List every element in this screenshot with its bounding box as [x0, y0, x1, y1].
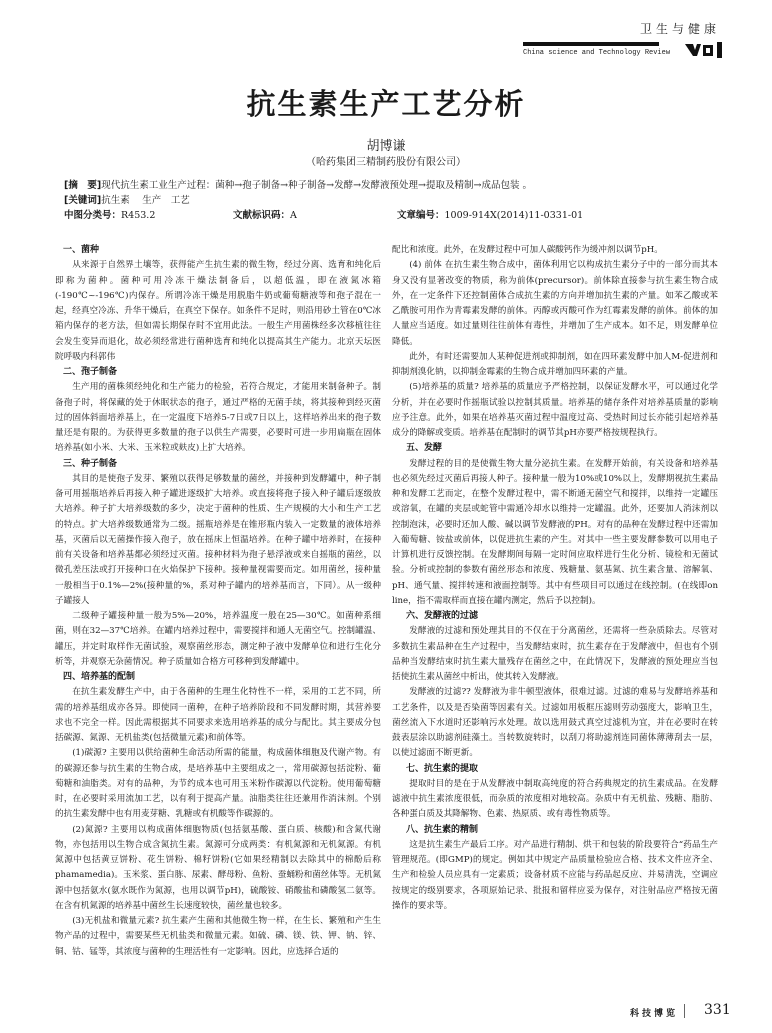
header-journal-name: China science and Technology Review	[523, 49, 671, 57]
section-heading-seed: 三、种子制备	[63, 458, 118, 469]
abstract-label: [摘 要]	[64, 180, 102, 191]
footer-separator	[684, 1004, 685, 1018]
doc-code-label: 文献标识码：	[233, 210, 291, 221]
footer-journal-name: 科技博览	[630, 1009, 679, 1019]
paragraph: 生产用的菌株须经纯化和生产能力的检验，若符合规定，才能用来制备种子。制备孢子时，将保藏的处于休眠状态的孢子，通过严格的无菌手续，将其接种到经灭菌过的固体斜面培养基上，在一定温度下培养5-7日或7日以上，这样培养出来的孢子数量还是有限的。为获得更多数量的孢子以供生产需要，必要时可进一步用扁瓶在固体培养基(如小米、大米、玉米粒或麸皮)上扩大培养。	[55, 382, 381, 454]
paragraph: 配比和浓度。此外，在发酵过程中可加人碳酸钙作为缓冲剂以调节pH。	[392, 245, 663, 255]
abstract-text: 现代抗生素工业生产过程：菌种→孢子制备→种子制备→发酵→发酵液预处理→提取及精制→成品包装 。	[101, 180, 532, 191]
article-title: 抗生素生产工艺分析	[246, 87, 526, 121]
paragraph: 提取时目的是在于从发酵液中制取高纯度的符合药典规定的抗生素成品。在发酵滤液中抗生素浓度很低，而杂质的浓度相对地较高。杂质中有无机盐、残糖、脂肪、各种蛋白质及其降解物、色素、热原质、或有毒性物质等。	[392, 778, 718, 820]
abstract-line	[64, 178, 532, 193]
journal-logo-icon	[685, 42, 725, 58]
section-heading-extraction: 七、抗生素的提取	[406, 763, 479, 774]
paragraph: 这是抗生素生产最后工序。对产品进行精制、烘干和包装的阶段要符合“药品生产管理规范。(即GMP)的规定。例如其中规定产品质量检验应合格、技术文件应齐全、生产和检验人员应具有一定素质；设备材质不应能与药品起反应、并易清洗，空调应按规定的级别要求，各项原始记录、批报和留样应妥为保存，对注射品应严格按无菌操作的要求等。	[392, 839, 718, 911]
keywords-line	[64, 193, 190, 208]
left-column	[55, 243, 381, 960]
paragraph: (2)氮源? 主要用以构成菌体细胞物质(包括氨基酸、蛋白质、核酸)和含氮代谢物，亦包括用以生物合成含氮抗生素。氮源可分成两类：有机氮源和无机氮源。有机氮源中包括黄豆饼粉、花生饼粉、棉籽饼粉(它如果经精制以去除其中的棉酚后称phamamedia)。玉米浆、蛋白胨、尿素、酵母粉、鱼粉、蚕蛹粉和菌丝体等。无机氮源中包括氨水(氨水既作为氮源，也用以调节pH)，硫酸铵、硝酸盐和磷酸氢二氨等。在含有机氮源的培养基中菌丝生长速度较快，菌丝量也较多。	[55, 824, 381, 911]
section-heading-medium: 四、培养基的配制	[63, 672, 136, 682]
section-heading-spores: 二、孢子制备	[63, 367, 118, 377]
article-affiliation: （哈药集团三精制药股份有限公司）	[306, 157, 466, 168]
paragraph: 从来源于自然界土壤等，获得能产生抗生素的微生物，经过分离、选育和纯化后即称为菌种。菌种可用冷冻干燥法制备后，以超低温，即在液氮冰箱(-190℃~-196℃)内保存。所谓冷冻干燥是用脱脂牛奶或葡萄糖液等和孢子混在一起，经真空冷冻、升华干燥后，在真空下保存。如条件不足时，则沿用砂土管在0℃冰箱内保存的老方法，但如需长期保存时不宜用此法。一般生产用菌株经多次移植往往会发生变异而退化，故必须经常进行菌种选育和纯化以提高其生产能力。北京天坛医院呼吸内科郭伟	[55, 260, 381, 362]
section-heading-strains: 一、菌种	[63, 245, 100, 255]
paragraph: 发酵过程的目的是使微生物大量分泌抗生素。在发酵开始前，有关设备和培养基也必须先经过灭菌后再接人种子。接种量一般为10%或10%以上，发酵期视抗生素品种和发酵工艺而定，在整个发酵过程中，需不断通无菌空气和搅拌，以维持一定罐压或溶氧，在罐的夹层或蛇管中需通冷却水以维持一定罐温。此外，还要加人消沫剂以控制泡沫，必要时还加人酸、碱以调节发酵液的PH。对有的品种在发酵过程中还需加入葡萄糖、铵盐或前体，以促进抗生素的产生。对其中一些主要发酵参数可以用电子计算机进行反馈控制。在发酵期间每隔一定时间应取样进行生化分析、镜检和无菌试验。分析或控制的参数有菌丝形态和浓度、残糖量、氨基氮、抗生素含量、溶解氧、pH、通气量、搅拌转速和液面控制等。其中有些项目可以通过在线控制。(在线即on line，指不需取样而直接在罐内测定，然后予以控制)。	[392, 458, 718, 606]
header-section-title: 卫生与健康	[640, 22, 721, 36]
article-no-label: 文章编号：	[397, 210, 445, 221]
clc-value: R453.2	[121, 210, 156, 221]
paragraph: 发酵液的过滤?? 发酵液为非牛顿型液体，很难过滤。过滤的难易与发酵培养基和工艺条件，以及是否染菌等因素有关。过滤如用板框压滤则劳动强度大，影响卫生，菌丝流入下水道时还影响污水处理。故以选用鼓式真空过滤机为宜，并在必要时在转鼓表层涂以助滤剂硅藻土。当转数旋转时，以刮刀将助滤剂连同菌体薄薄刮去一层，以使过滤面不断更新。	[392, 687, 718, 759]
paragraph: (1)碳源? 主要用以供给菌种生命活动所需的能量，构成菌体细胞及代谢产物。有的碳源还参与抗生素的生物合成，是培养基中主要组成之一，常用碳源包括淀粉、葡萄糖和油脂类。对有的品种，为节约成本也可用玉米粉作碳源以代淀粉。使用葡萄糖时，在必要时采用流加工艺，以有利于提高产量。油脂类往往还兼用作消沫剂。个别的抗生素发酵中也有用麦芽糖、乳糖或有机酸等作碳源的。	[55, 748, 381, 820]
section-heading-filtration: 六、发酵液的过滤	[406, 611, 479, 621]
doc-code-value: A	[290, 210, 297, 221]
clc-line	[64, 208, 155, 223]
clc-label: 中图分类号：	[64, 210, 122, 221]
page-number: 331	[704, 1002, 731, 1018]
paragraph: 其目的是使孢子发芽、繁殖以获得足够数量的菌丝，并接种到发酵罐中，种子制备可用摇瓶培养后再接入种子罐进逐级扩大培养。或直接将孢子接入种子罐后逐级放大培养。种子扩大培养级数的多少，决定于菌种的性质、生产规模的大小和生产工艺的特点。扩大培养级数通常为二级。摇瓶培养是在锥形瓶内装入一定数量的液体培养基，灭菌后以无菌操作接入孢子，放在摇床上恒温培养。在种子罐中培养时，在接种前有关设备和培养基都必须经过灭菌。接种材料为孢子悬浮液或来自摇瓶的菌丝，以微孔差压法或打开接种口在火焰保护下接种。接种量视需要而定。如用菌丝，接种量一般相当于0.1%—2%(接种量的%，系对种子罐内的培养基而言，下同）。从一级种子罐接人	[55, 473, 381, 606]
doc-code-line	[233, 208, 297, 223]
keywords-text: 抗生素 生产 工艺	[101, 195, 190, 206]
article-no-line	[397, 208, 583, 223]
paragraph: (3)无机盐和微量元素? 抗生素产生菌和其他微生物一样，在生长、繁殖和产生生物产品的过程中，需要某些无机盐类和微量元素。如硫、磷、镁、铁、钾、钠、锌、铜、钴、锰等，其浓度与菌种的生理活性有一定影响。因此，应选择合适的	[55, 916, 381, 957]
paragraph: 发酵液的过滤和预处理其目的不仅在于分离菌丝，还需将一些杂质除去。尽管对多数抗生素品种在生产过程中，当发酵结束时，抗生素存在于发酵液中，但也有个别品种当发酵结束时抗生素大量残存在菌丝之中，在此情况下，发酵液的预处理应当包括使抗生素从菌丝中析出，使其转入发酵液。	[392, 626, 718, 682]
paragraph: 此外，有时还需要加人某种促进剂或抑制剂，如在四环素发酵中加人M-促进剂和抑制剂溴化钠，以抑制金霉素的生物合成并增加四环素的产量。	[392, 351, 718, 377]
right-column	[392, 243, 718, 914]
paragraph: (4) 前体 在抗生素生物合成中，菌体利用它以构成抗生素分子中的一部分而其本身又没有显著改变的物质，称为前体(precursor)。前体除直接参与抗生素生物合成外，在一定条件下还控制菌体合成抗生素的方向并增加抗生素的产量。如苯乙酸或苯乙酰胺可用作为青霉素发酵的前体。丙醇或丙酸可作为红霉素发酵的前体。前体的加人量应当适度。如过量则往往前体有毒性，并增加了生产成本。如不足，则发酵单位降低。	[392, 260, 718, 347]
header-rule	[523, 42, 659, 46]
section-heading-fermentation: 五、发酵	[406, 443, 443, 454]
article-author: 胡博谦	[366, 139, 406, 154]
paragraph: 在抗生素发酵生产中，由于各菌种的生理生化特性不一样，采用的工艺不同，所需的培养基组成亦各异。即使同一菌种，在种子培养阶段和不同发酵时期，其营养要求也不完全一样。因此需根据其不同要求来选用培养基的成分与配比。其主要成分包括碳源、氮源、无机盐类(包括微量元素)和前体等。	[55, 687, 381, 743]
paragraph: (5)培养基的质量? 培养基的质量应予严格控制，以保证发酵水平，可以通过化学分析，并在必要时作摇瓶试验以控制其质量。培养基的储存条件对培养基质量的影响应予注意。此外，如果在培养基灭菌过程中温度过高、受热时间过长亦能引起培养基成分的降解或变质。培养基在配制时的调节其pH亦要严格按规程执行。	[392, 382, 718, 438]
keywords-label: [关键词]	[64, 195, 102, 206]
paragraph: 二级种子罐接种量一般为5%—20%，培养温度一般在25—30℃。如菌种系细菌，则在32—37℃培养。在罐内培养过程中，需要搅拌和通人无菌空气。控制罐温、罐压，并定时取样作无菌试验，观察菌丝形态，测定种子液中发酵单位和进行生化分析等，并观察无杂菌情况。种子质量如合格方可移种到发酵罐中。	[55, 611, 381, 667]
article-no-value: 1009-914X(2014)11-0331-01	[444, 210, 584, 221]
section-heading-refining: 八、抗生素的精制	[406, 824, 479, 835]
